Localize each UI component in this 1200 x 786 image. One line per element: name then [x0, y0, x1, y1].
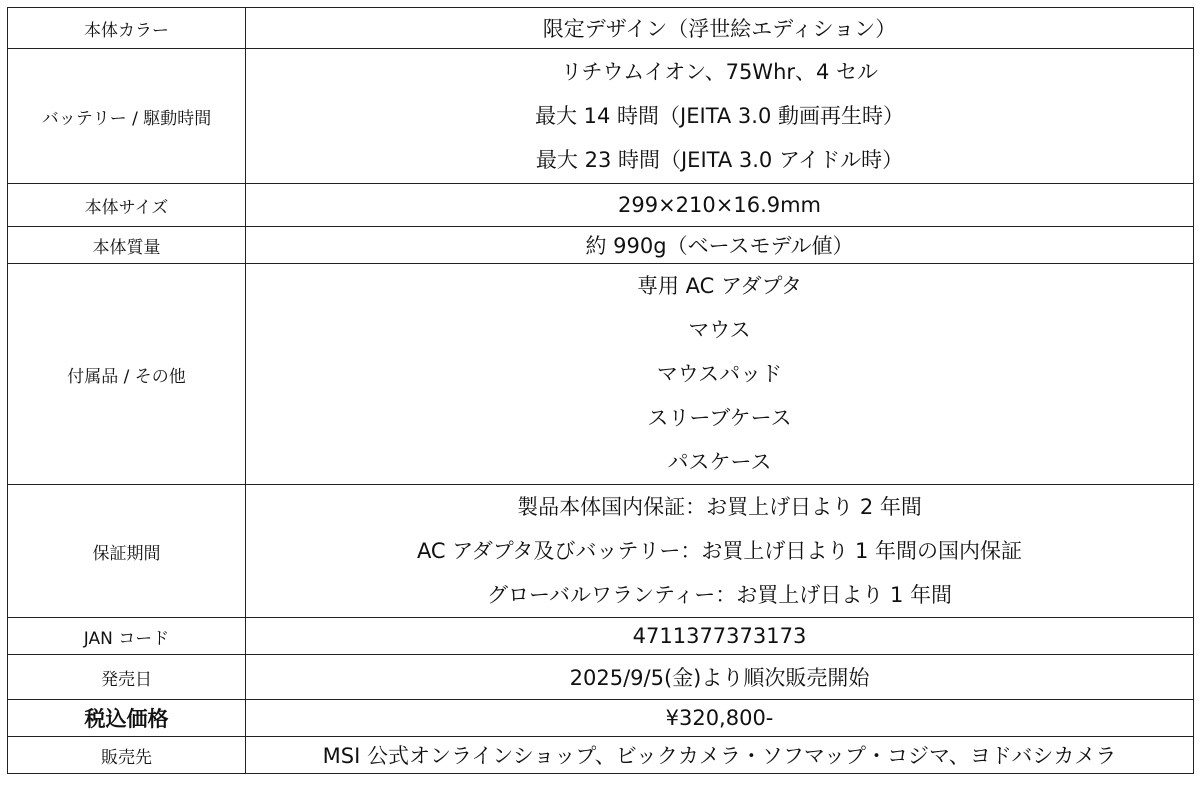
row-accessories	[8, 264, 1194, 485]
warranty-label: 保証期間	[8, 485, 246, 618]
accessory-item: パスケース	[667, 450, 772, 474]
jan-value: 4711377373173	[246, 618, 1194, 655]
color-label: 本体カラー	[8, 8, 246, 49]
warranty-value	[246, 485, 1194, 618]
battery-label: バッテリー / 駆動時間	[8, 49, 246, 184]
row-release	[8, 655, 1194, 700]
price-label: 税込価格	[8, 700, 246, 737]
battery-line: 最大 14 時間（JEITA 3.0 動画再生時）	[534, 104, 905, 128]
row-battery	[8, 49, 1194, 184]
warranty-line: グローバルワランティー：お買上げ日より 1 年間	[487, 583, 952, 607]
row-warranty	[8, 485, 1194, 618]
accessory-item: スリーブケース	[647, 406, 792, 430]
accessory-item: マウスパッド	[656, 362, 783, 386]
row-jan	[8, 618, 1194, 655]
accessory-item: 専用 AC アダプタ	[636, 274, 803, 298]
row-size	[8, 184, 1194, 227]
battery-line: リチウムイオン、75Whr、4 セル	[560, 60, 879, 84]
row-color	[8, 8, 1194, 49]
price-value: ¥320,800-	[246, 700, 1194, 737]
spec-table	[7, 7, 1194, 774]
release-label: 発売日	[8, 655, 246, 700]
row-price	[8, 700, 1194, 737]
accessory-item: マウス	[688, 318, 751, 342]
shop-label: 販売先	[8, 737, 246, 774]
accessories-value	[246, 264, 1194, 485]
row-weight	[8, 227, 1194, 264]
jan-label: JAN コード	[8, 618, 246, 655]
warranty-line: 製品本体国内保証：お買上げ日より 2 年間	[517, 495, 922, 519]
accessories-label: 付属品 / その他	[8, 264, 246, 485]
size-value: 299×210×16.9mm	[246, 184, 1194, 227]
row-shop	[8, 737, 1194, 774]
color-value: 限定デザイン（浮世絵エディション）	[246, 8, 1194, 49]
shop-value: MSI 公式オンラインショップ、ビックカメラ・ソフマップ・コジマ、ヨドバシカメラ	[246, 737, 1194, 774]
size-label: 本体サイズ	[8, 184, 246, 227]
weight-label: 本体質量	[8, 227, 246, 264]
battery-value	[246, 49, 1194, 184]
battery-line: 最大 23 時間（JEITA 3.0 アイドル時）	[535, 148, 904, 172]
warranty-line: AC アダプタ及びバッテリー：お買上げ日より 1 年間の国内保証	[416, 539, 1023, 563]
release-value: 2025/9/5(金)より順次販売開始	[246, 655, 1194, 700]
weight-value: 約 990g（ベースモデル値）	[246, 227, 1194, 264]
